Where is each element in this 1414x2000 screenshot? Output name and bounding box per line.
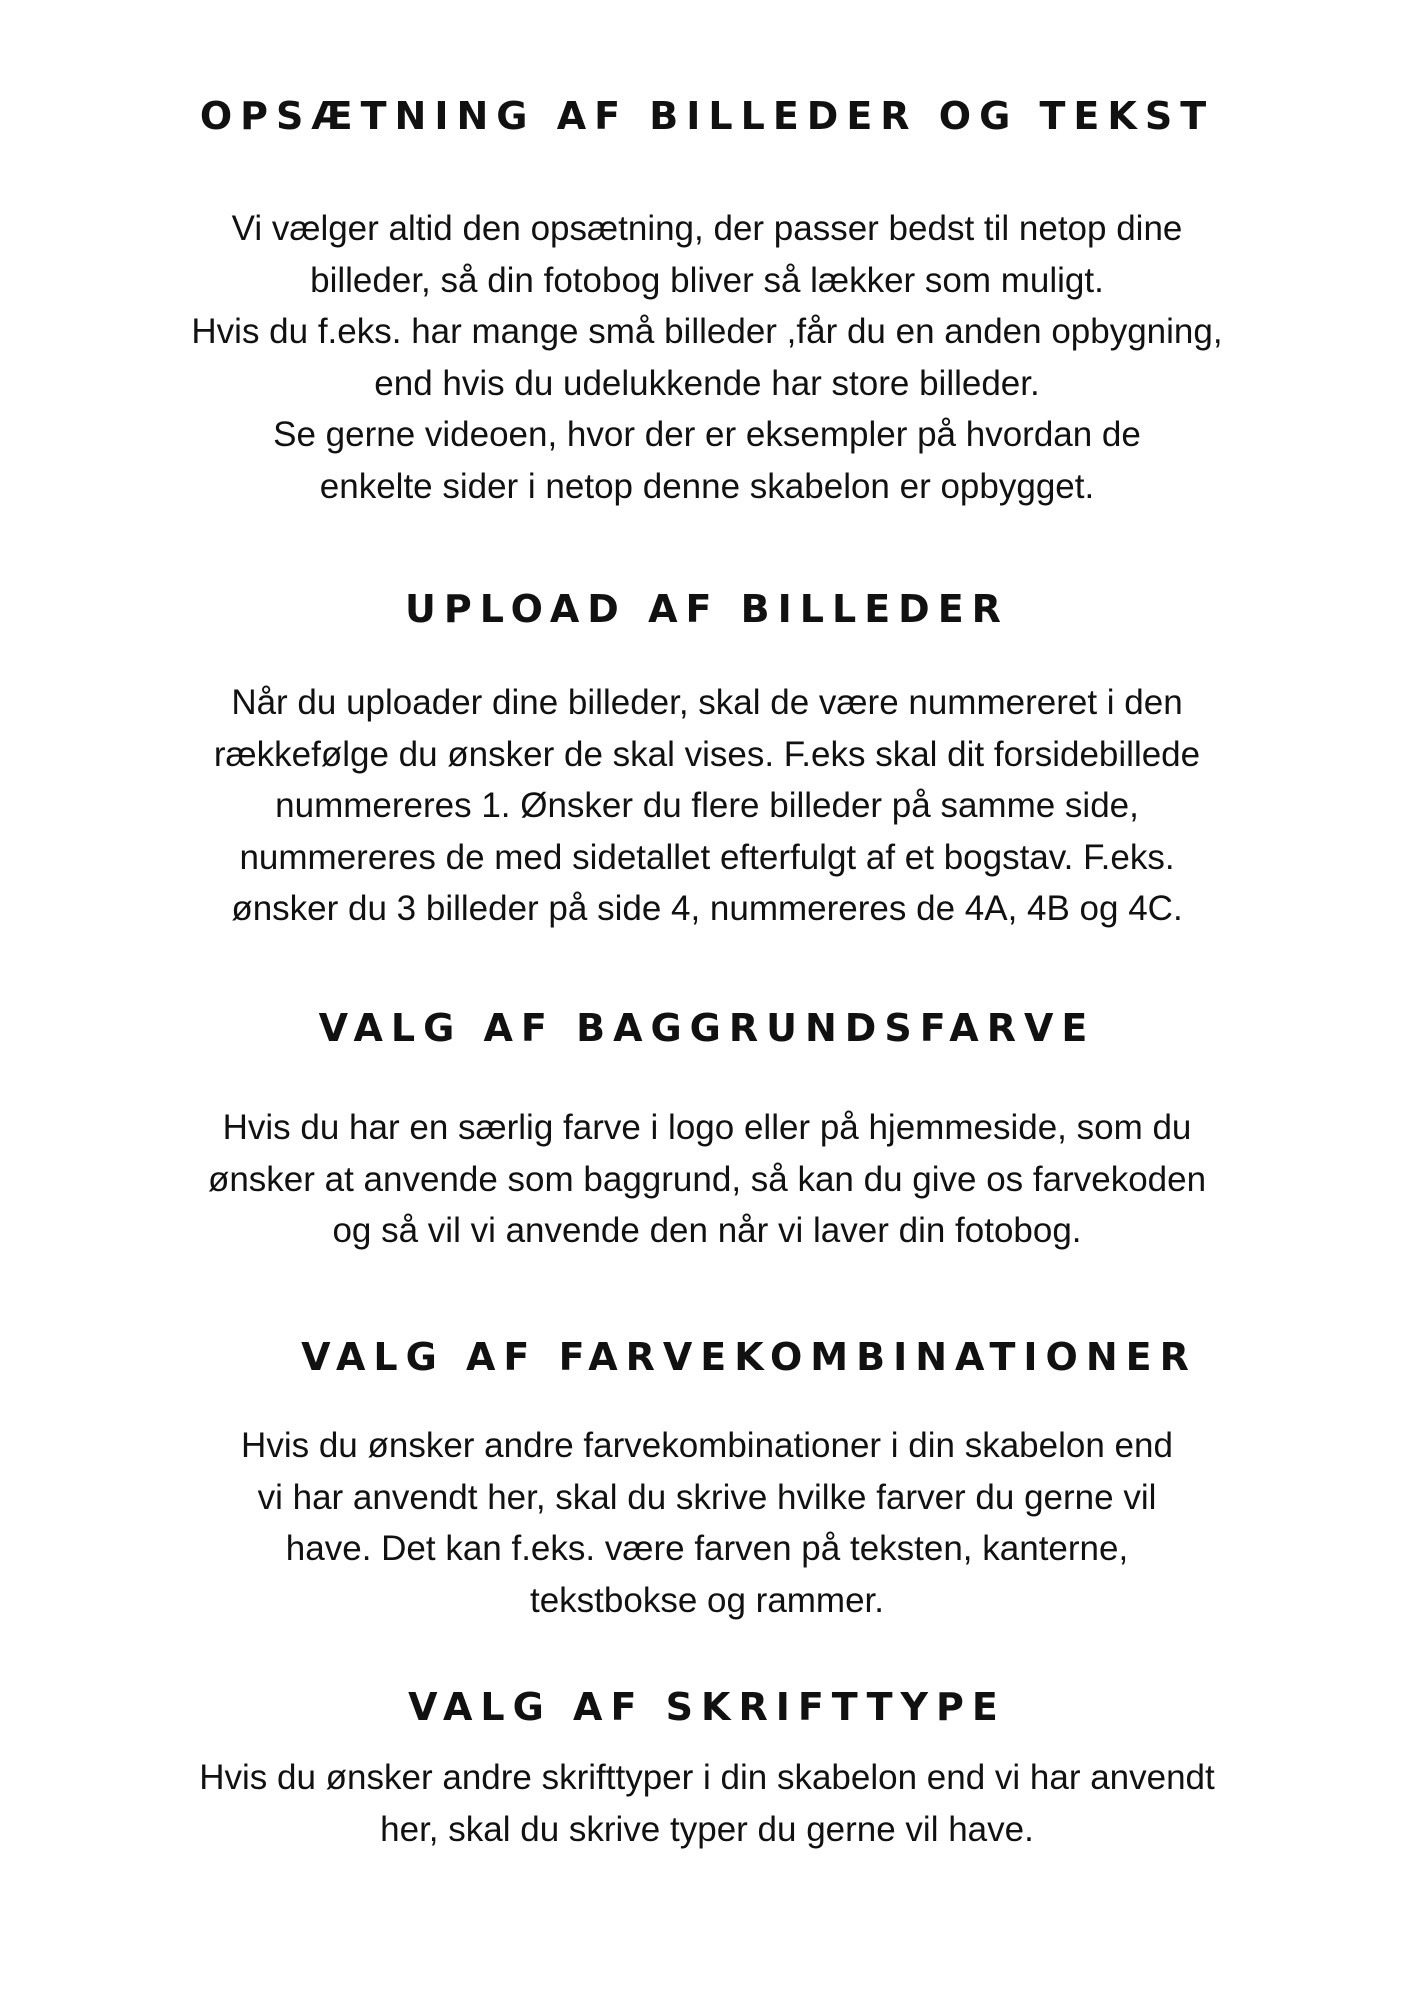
body-line: Hvis du f.eks. har mange små billeder ,får du en anden opbygning, [191, 312, 1223, 351]
section-title-opsaetning: OPSÆTNING AF BILLEDER OG TEKST [199, 94, 1215, 138]
section-body-farvekombinationer [60, 1420, 1354, 1626]
body-line: Vi vælger altid den opsætning, der passer bedst til netop dine [231, 209, 1183, 248]
body-line: nummereres de med sidetallet efterfulgt af et bogstav. F.eks. [239, 837, 1175, 877]
section-body-baggrundsfarve [60, 1102, 1354, 1257]
body-line: Hvis du ønsker andre farvekombinationer i din skabelon end [241, 1426, 1173, 1465]
section-body-upload [60, 677, 1354, 935]
body-line: Hvis du ønsker andre skrifttyper i din skabelon end vi har anvendt [199, 1758, 1215, 1797]
body-line: Hvis du har en særlig farve i logo eller på hjemmeside, som du [222, 1108, 1192, 1147]
body-line: rækkefølge du ønsker de skal vises. F.eks skal dit forsidebillede [213, 734, 1201, 774]
body-line: nummereres 1. Ønsker du flere billeder på samme side, [275, 786, 1139, 825]
body-line: ønsker du 3 billeder på side 4, nummereres de 4A, 4B og 4C. [231, 889, 1183, 928]
body-line: Se gerne videoen, hvor der er eksempler på hvordan de [273, 415, 1141, 454]
section-title-upload: UPLOAD AF BILLEDER [405, 587, 1009, 631]
section-title-farvekombinationer: VALG AF FARVEKOMBINATIONER [301, 1335, 1197, 1379]
body-line: tekstbokse og rammer. [529, 1580, 885, 1620]
body-line: Når du uploader dine billeder, skal de være nummereret i den [231, 683, 1183, 722]
body-line: ønsker at anvende som baggrund, så kan du give os farvekoden [207, 1159, 1207, 1199]
body-line: have. Det kan f.eks. være farven på teksten, kanterne, [285, 1529, 1129, 1568]
body-line: end hvis du udelukkende har store billeder. [374, 363, 1040, 403]
body-line: og så vil vi anvende den når vi laver din fotobog. [332, 1211, 1082, 1250]
body-line: enkelte sider i netop denne skabelon er opbygget. [319, 466, 1095, 506]
body-line: her, skal du skrive typer du gerne vil have. [380, 1809, 1034, 1849]
section-body-opsaetning [60, 203, 1354, 512]
body-line: billeder, så din fotobog bliver så lækker som muligt. [310, 260, 1104, 300]
section-title-baggrundsfarve: VALG AF BAGGRUNDSFARVE [318, 1006, 1096, 1050]
section-body-skrifttype [60, 1752, 1354, 1855]
body-line: vi har anvendt her, skal du skrive hvilke farver du gerne vil [257, 1477, 1157, 1517]
section-title-skrifttype: VALG AF SKRIFTTYPE [408, 1685, 1006, 1729]
